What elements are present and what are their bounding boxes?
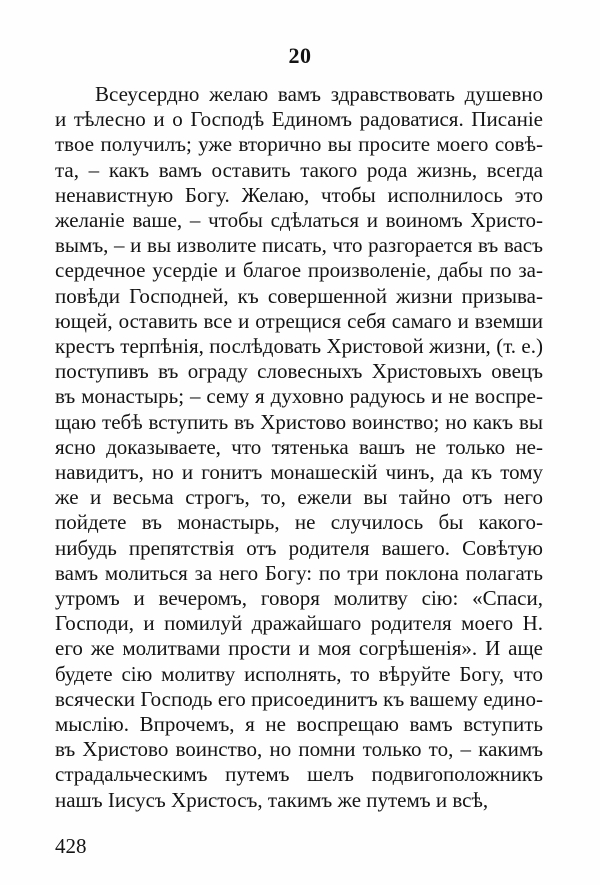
text-line: вымъ, – и вы изволите писать, что разгорается въ васъ: [55, 233, 543, 258]
text-line: навидитъ, но и гонитъ монашескій чинъ, да къ тому: [55, 460, 543, 485]
text-line: ясно доказываете, что тятенька вашъ не только не-: [55, 434, 543, 459]
text-line: Господи, и помилуй дражайшаго родителя моего Н.: [55, 611, 543, 636]
text-line: ющей, оставить все и отрещися себя самаго и вземши: [55, 308, 543, 333]
text-line: вамъ молиться за него Богу: по три поклона полагать: [55, 560, 543, 585]
text-line: утромъ и вечеромъ, говоря молитву сію: «Спаси,: [55, 586, 543, 611]
text-line: всячески Господь его присоединитъ къ вашему едино-: [55, 686, 543, 711]
page-number-footer: 428: [55, 834, 87, 858]
text-line: щаю тебѣ вступить въ Христово воинство; но какъ вы: [55, 409, 543, 434]
text-line: ненавистную Богу. Желаю, чтобы исполнилось это: [55, 182, 543, 207]
text-line: же и весьма строгъ, то, ежели вы тайно отъ него: [55, 485, 543, 510]
text-line: въ Христово воинство, но помни только то, – какимъ: [55, 737, 543, 762]
page-number-header: 20: [288, 43, 312, 68]
text-line: будете сію молитву исполнять, то вѣруйте Богу, что: [55, 661, 543, 686]
text-line: крестъ терпѣнія, послѣдовать Христовой жизни, (т. е.): [55, 334, 543, 359]
letter-text-block: [55, 82, 543, 813]
text-line: твое получилъ; уже вторично вы просите моего совѣ-: [55, 132, 543, 157]
text-line: нибудь препятствія отъ родителя вашего. Совѣтую: [55, 535, 543, 560]
text-line: въ монастырь; – сему я духовно радуюсь и не воспре-: [55, 384, 543, 409]
text-line: желаніе ваше, – чтобы сдѣлаться и воиномъ Христо-: [55, 208, 543, 233]
text-line: и тѣлесно и о Господѣ Единомъ радоватися. Писаніе: [55, 107, 543, 132]
text-line: мыслію. Впрочемъ, я не воспрещаю вамъ вступить: [55, 712, 543, 737]
text-line: та, – какъ вамъ оставить такого рода жизнь, всегда: [55, 157, 543, 182]
text-line: Всеусердно желаю вамъ здравствовать душевно: [95, 82, 543, 106]
text-line: пойдете въ монастырь, не случилось бы какого-: [55, 510, 543, 535]
text-line: нашъ Іисусъ Христосъ, такимъ же путемъ и всѣ,: [55, 787, 489, 812]
text-line: сердечное усердіе и благое произволеніе, дабы по за-: [55, 258, 543, 283]
text-line: страдальческимъ путемъ шелъ подвигоположникъ: [55, 762, 543, 787]
text-line: поступивъ въ ограду словесныхъ Христовыхъ овецъ: [55, 359, 543, 384]
text-line: его же молитвами прости и моя согрѣшенія». И аще: [55, 636, 543, 661]
text-line: повѣди Господней, къ совершенной жизни призыва-: [55, 283, 543, 308]
